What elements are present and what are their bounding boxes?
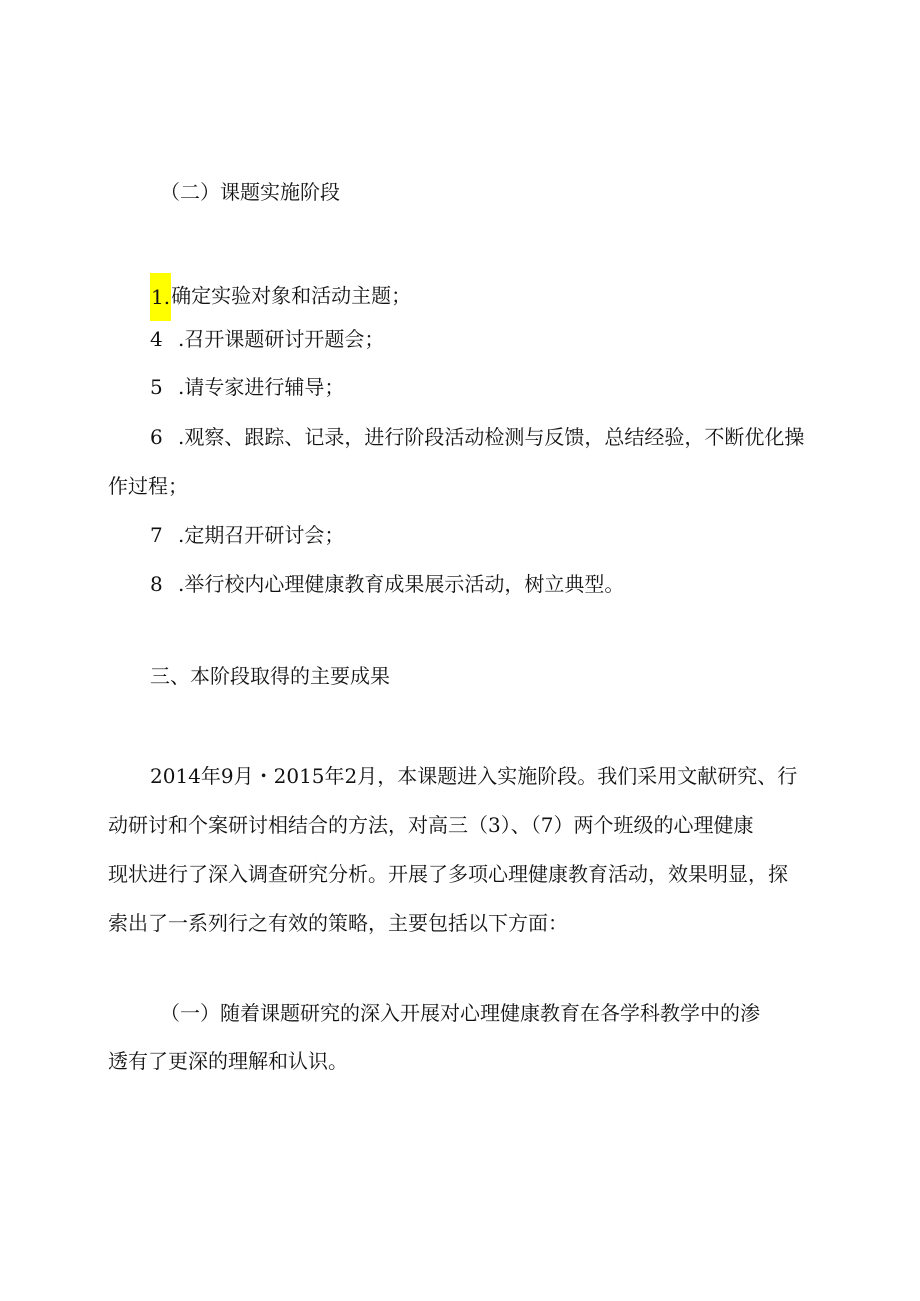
paragraph-1-line-3: 现状进行了深入调查研究分析。开展了多项心理健康教育活动，效果明显，探: [108, 862, 788, 886]
subsection-1-line-2: 透有了更深的理解和认识。: [108, 1049, 348, 1073]
step-text: .观察、跟踪、记录，进行阶段活动检测与反馈，总结经验，不断优化操: [178, 425, 805, 449]
step-number: 8: [150, 572, 163, 596]
step-number: 5: [150, 375, 163, 399]
section-2-heading: （二）课题实施阶段: [160, 180, 340, 204]
step-item-6-continuation: [108, 471, 920, 501]
paragraph-1-line-1: 2014年9月・2015年2月，本课题进入实施阶段。我们采用文献研究、行: [150, 764, 798, 788]
step-item-7: [150, 520, 920, 550]
step-number: 6: [150, 425, 163, 449]
step-text: .举行校内心理健康教育成果展示活动，树立典型。: [178, 572, 625, 596]
section-3-heading: 三、本阶段取得的主要成果: [150, 664, 390, 688]
step-item-5: [150, 372, 920, 402]
step-text: .召开课题研讨开题会；: [178, 327, 385, 351]
subsection-1-line-1: （一）随着课题研究的深入开展对心理健康教育在各学科教学中的渗: [160, 1001, 760, 1025]
step-item-8: [150, 569, 920, 599]
step-number: 4: [150, 327, 163, 351]
step-item-1: [150, 273, 920, 321]
step-text: 作过程；: [108, 474, 188, 498]
step-text: .请专家进行辅导；: [178, 375, 345, 399]
step-item-4: [150, 324, 920, 354]
step-number: 7: [150, 523, 163, 547]
step-text: .定期召开研讨会；: [178, 523, 345, 547]
paragraph-1-line-2: 动研讨和个案研讨相结合的方法，对高三（3）、（7）两个班级的心理健康: [108, 813, 754, 837]
highlighted-number: 1.: [150, 273, 171, 321]
paragraph-1-line-4: 索出了一系列行之有效的策略，主要包括以下方面：: [108, 911, 568, 935]
step-text: 确定实验对象和活动主题；: [171, 283, 412, 308]
step-item-6: [150, 422, 920, 452]
